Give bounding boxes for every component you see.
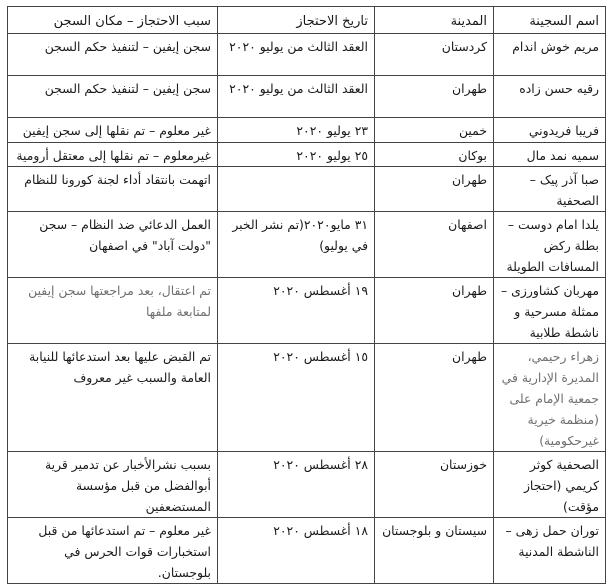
cell-date: ١٥ أغسطس ٢٠٢٠ bbox=[218, 344, 375, 452]
cell-city: طهران bbox=[375, 344, 494, 452]
cell-date bbox=[218, 167, 375, 212]
cell-date: ٣١ مايو٢٠٢٠(تم نشر الخبر في يوليو) bbox=[218, 212, 375, 278]
header-reason: سبب الاحتجاز – مكان السجن bbox=[8, 7, 218, 34]
cell-city: خمين bbox=[375, 118, 494, 143]
cell-date: ٢٨ أغسطس ٢٠٢٠ bbox=[218, 452, 375, 518]
cell-reason: غير معلوم – تم نقلها إلى سجن إيفين bbox=[8, 118, 218, 143]
cell-date: ١٨ أغسطس ٢٠٢٠ bbox=[218, 518, 375, 584]
table-row bbox=[8, 118, 606, 143]
table-row bbox=[8, 518, 606, 584]
cell-reason: بسبب نشرالأخبار عن تدمير قرية أبوالفضل من قبل مؤسسة المستضعفين bbox=[8, 452, 218, 518]
header-city: المدينة bbox=[375, 7, 494, 34]
cell-date: العقد الثالث من يوليو ٢٠٢٠ bbox=[218, 76, 375, 118]
cell-reason: غيرمعلوم – تم نقلها إلى معتقل أرومية bbox=[8, 143, 218, 167]
cell-city: اصفهان bbox=[375, 212, 494, 278]
cell-reason: تم القبض عليها بعد استدعائها للنيابة العامة والسبب غير معروف bbox=[8, 344, 218, 452]
cell-reason: سجن إيفين – لتنفيذ حكم السجن bbox=[8, 34, 218, 76]
table-row bbox=[8, 143, 606, 167]
cell-name: رقيه حسن زاده bbox=[494, 76, 606, 118]
cell-name: توران حمل زهى – الناشطة المدنية bbox=[494, 518, 606, 584]
cell-city: كردستان bbox=[375, 34, 494, 76]
table-row bbox=[8, 34, 606, 76]
table-row bbox=[8, 76, 606, 118]
cell-city: خوزستان bbox=[375, 452, 494, 518]
cell-date: ٢٣ يوليو ٢٠٢٠ bbox=[218, 118, 375, 143]
prisoners-table bbox=[7, 6, 606, 584]
cell-date: العقد الثالث من يوليو ٢٠٢٠ bbox=[218, 34, 375, 76]
cell-reason: اتهمت بانتقاد أداء لجنة كورونا للنظام bbox=[8, 167, 218, 212]
table-row bbox=[8, 212, 606, 278]
cell-date: ١٩ أغسطس ٢٠٢٠ bbox=[218, 278, 375, 344]
table-row bbox=[8, 344, 606, 452]
table-row bbox=[8, 167, 606, 212]
table-row bbox=[8, 452, 606, 518]
cell-city: طهران bbox=[375, 76, 494, 118]
cell-name: زهراء رحيمي، المديرة الإدارية في جمعية الإمام على (منظمة خيرية غيرحكومية) bbox=[494, 344, 606, 452]
cell-reason: سجن إيفين – لتنفيذ حكم السجن bbox=[8, 76, 218, 118]
cell-city: طهران bbox=[375, 278, 494, 344]
cell-reason: تم اعتقال، بعد مراجعتها سجن إيفين لمتابعة ملفها bbox=[8, 278, 218, 344]
table-header-row bbox=[8, 7, 606, 34]
cell-name: مهربان كشاورزى – ممثلة مسرحية و ناشطة طلابية bbox=[494, 278, 606, 344]
cell-name: الصحفية كوثر كريمي (احتجاز مؤقت) bbox=[494, 452, 606, 518]
cell-name: يلدا امام دوست – بطلة ركض المسافات الطويلة bbox=[494, 212, 606, 278]
cell-date: ٢٥ يوليو ٢٠٢٠ bbox=[218, 143, 375, 167]
cell-city: سيستان و بلوجستان bbox=[375, 518, 494, 584]
cell-reason: غير معلوم – تم استدعائها من قبل استخبارات قوات الحرس في بلوجستان. bbox=[8, 518, 218, 584]
cell-city: بوكان bbox=[375, 143, 494, 167]
header-name: اسم السجينة bbox=[494, 7, 606, 34]
header-date: تاريخ الاحتجاز bbox=[218, 7, 375, 34]
cell-name: سميه نمد مال bbox=[494, 143, 606, 167]
cell-reason: العمل الدعائي ضد النظام – سجن "دولت آباد" في اصفهان bbox=[8, 212, 218, 278]
table-row bbox=[8, 278, 606, 344]
cell-name: مريم خوش اندام bbox=[494, 34, 606, 76]
cell-name: صبا آذر پيک – الصحفية bbox=[494, 167, 606, 212]
cell-city: طهران bbox=[375, 167, 494, 212]
cell-name: فريبا فريدوني bbox=[494, 118, 606, 143]
